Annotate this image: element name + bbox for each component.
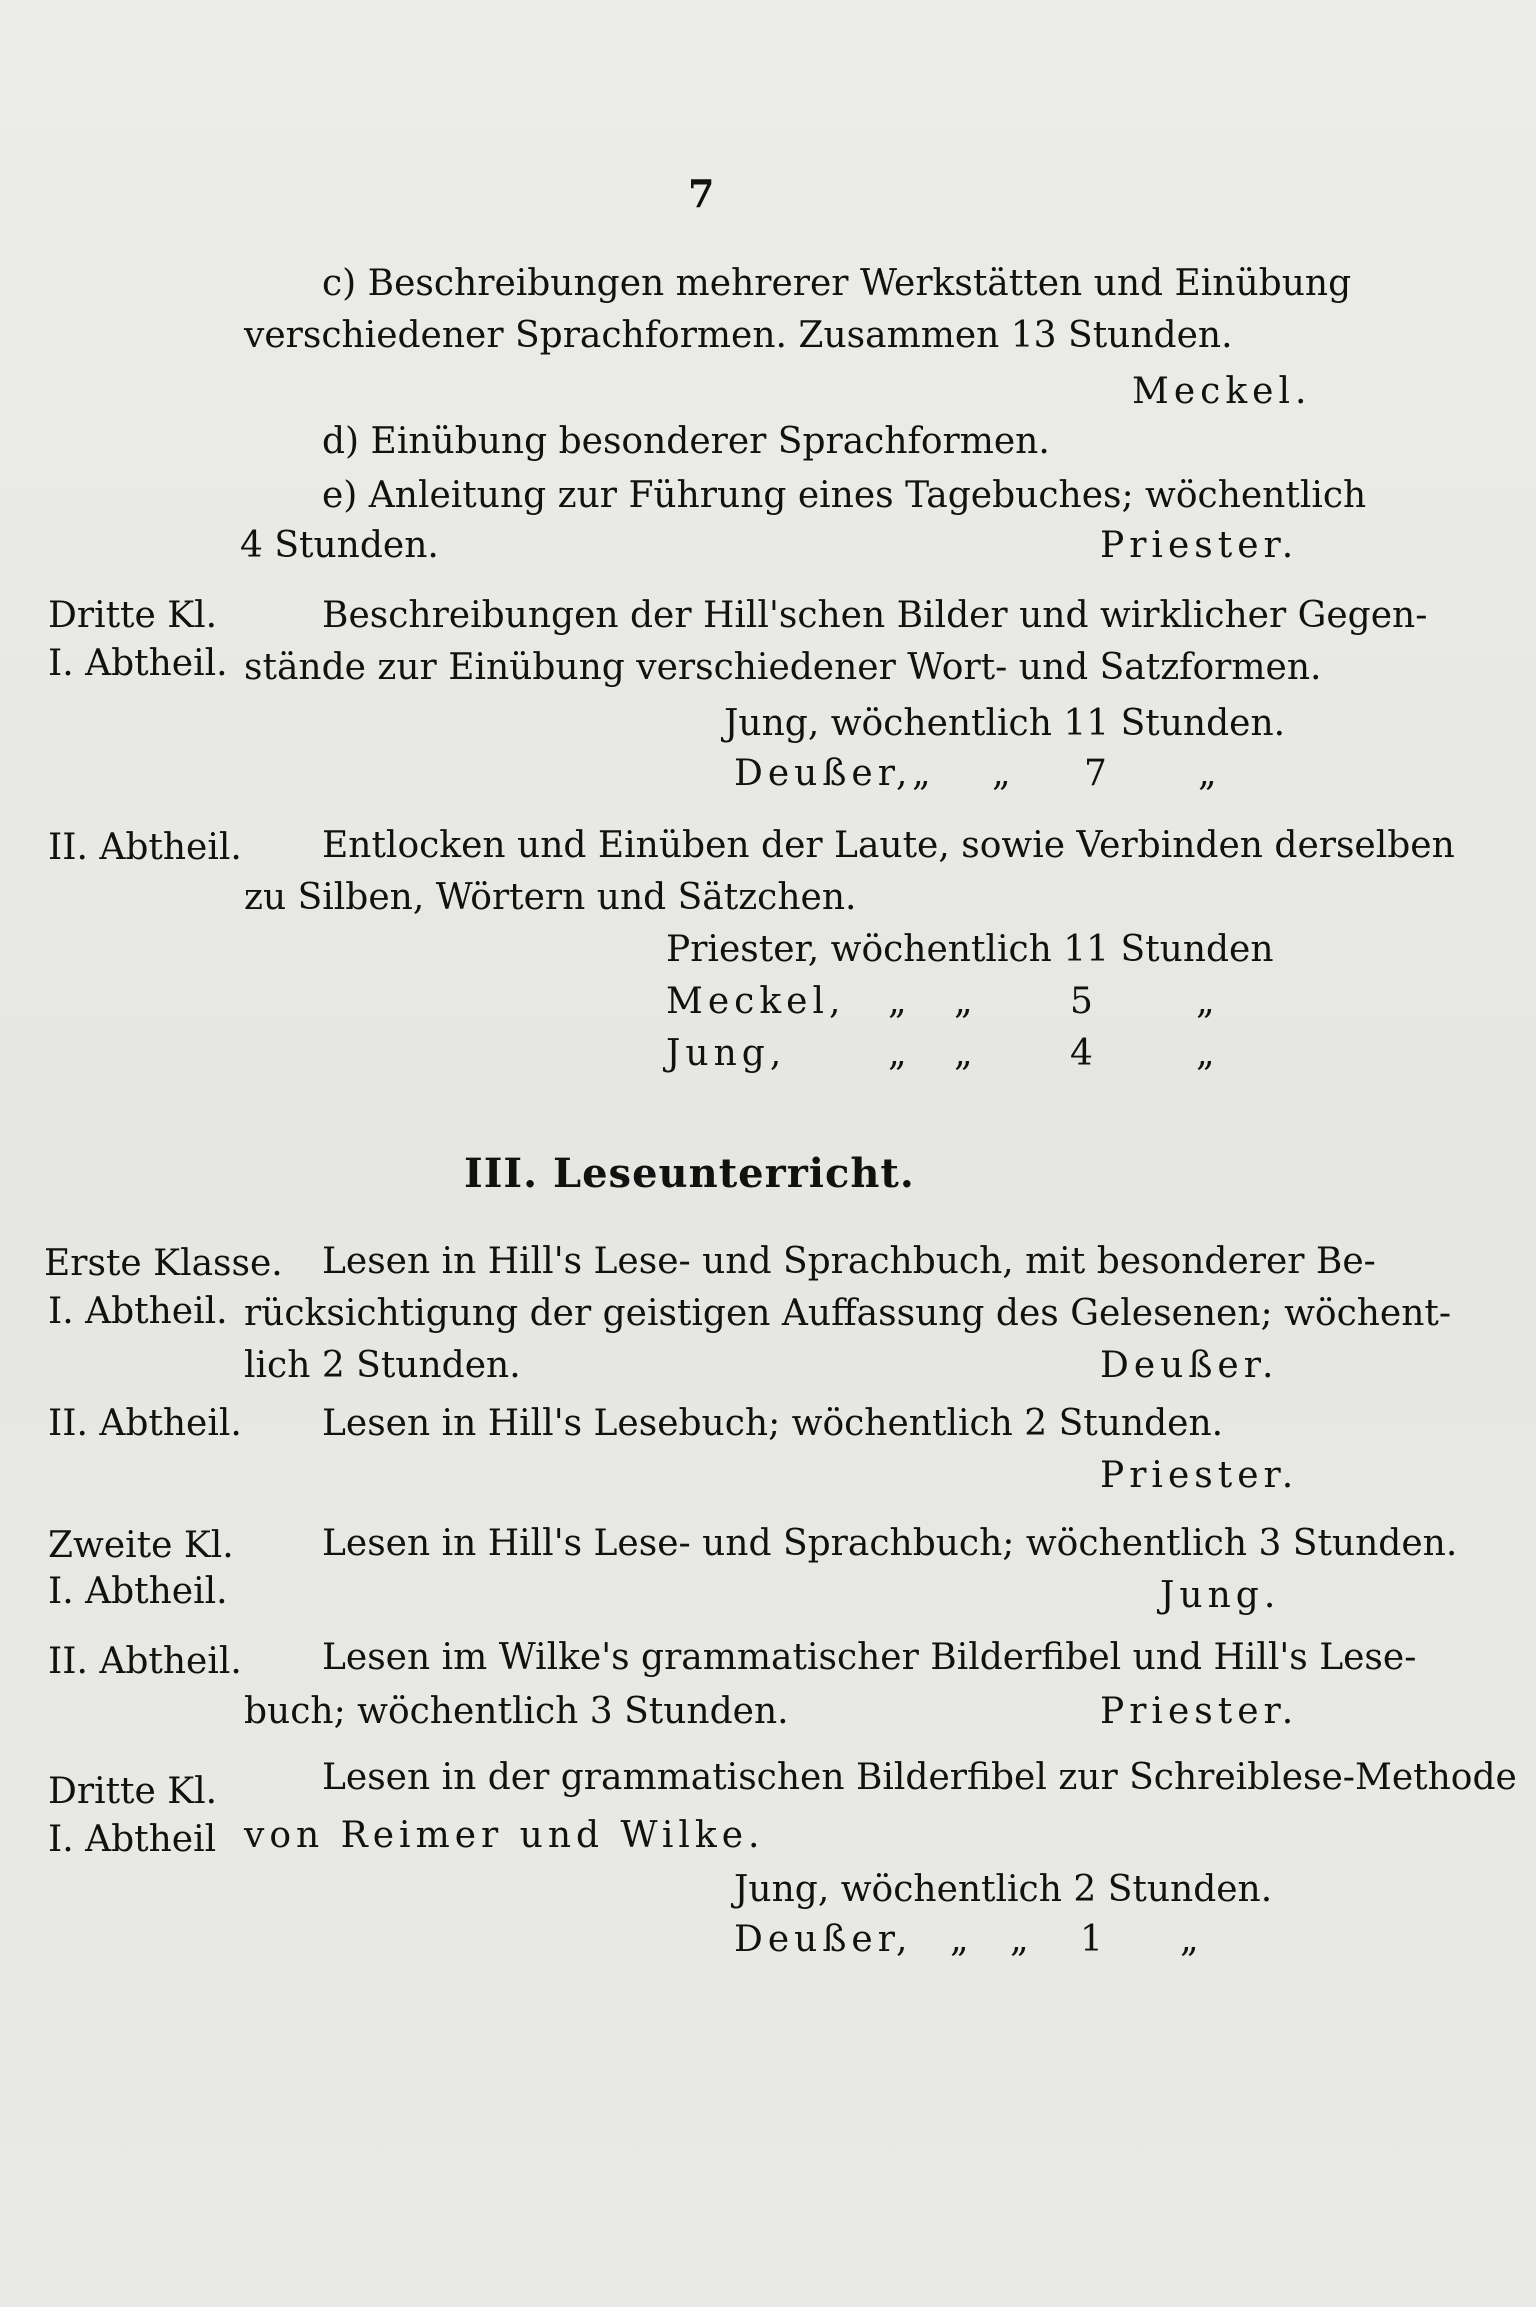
section-heading: III. Leseunterricht. (464, 1150, 915, 1197)
dritte-kl-3-line-1: Lesen in der grammatischen Bilderfibel zur Schreiblese-Methode (322, 1757, 1517, 1798)
hours-value: 1 (1080, 1919, 1103, 1960)
dritte-kl-line-1: Beschreibungen der Hill'schen Bilder und wirklicher Gegen- (322, 595, 1428, 636)
hours-value: 5 (1070, 981, 1093, 1022)
abtheil-label: I. Abtheil (48, 1819, 217, 1860)
abtheil-label: I. Abtheil. (48, 1571, 228, 1612)
dritte-kl-teacher-2-name: Deußer, (734, 753, 913, 794)
ditto-mark: „ (954, 1033, 973, 1074)
ditto-mark: „ (1196, 1033, 1215, 1074)
ditto-mark: „ (954, 981, 973, 1022)
hours-value: 7 (1084, 753, 1107, 794)
dritte-kl-3-teacher-2-name: Deußer, (734, 1919, 913, 1960)
abtheil-label: I. Abtheil. (48, 1291, 228, 1332)
section-c-teacher: Meckel. (1132, 371, 1312, 412)
erste-klasse-teacher: Deußer. (1100, 1345, 1279, 1386)
ditto-mark: „ (992, 753, 1011, 794)
ditto-mark: „ (1196, 981, 1215, 1022)
ditto-mark: „ (1010, 1919, 1029, 1960)
dritte-kl-2-line-2: zu Silben, Wörtern und Sätzchen. (244, 877, 857, 918)
ditto-mark: „ (1180, 1919, 1199, 1960)
section-c-line-1: c) Beschreibungen mehrerer Werkstätten und Einübung (322, 263, 1352, 304)
ditto-mark: „ (1198, 753, 1217, 794)
erste-klasse-line-2: rücksichtigung der geistigen Auffassung des Gelesenen; wöchent- (244, 1293, 1452, 1334)
dritte-kl-2-teacher-2-name: Meckel, (666, 981, 846, 1022)
erste-klasse-line-3: lich 2 Stunden. (244, 1345, 521, 1386)
ditto-mark: „ (950, 1919, 969, 1960)
dritte-kl-2-teacher-1: Priester, wöchentlich 11 Stunden (666, 929, 1274, 970)
zweite-kl-2-line-2: buch; wöchentlich 3 Stunden. (244, 1691, 789, 1732)
dritte-kl-2-teacher-3-name: Jung, (666, 1033, 787, 1074)
ditto-mark: „ (888, 981, 907, 1022)
page-number: 7 (688, 171, 715, 216)
abtheil-label: I. Abtheil. (48, 643, 228, 684)
dritte-kl-label: Dritte Kl. (48, 1771, 218, 1812)
erste-klasse-2-line-1: Lesen in Hill's Lesebuch; wöchentlich 2 Stunden. (322, 1403, 1224, 1444)
dritte-kl-teacher-1: Jung, wöchentlich 11 Stunden. (724, 703, 1286, 744)
section-e-teacher: Priester. (1100, 525, 1299, 566)
erste-klasse-line-1: Lesen in Hill's Lese- und Sprachbuch, mit besonderer Be- (322, 1241, 1376, 1282)
zweite-kl-line-1: Lesen in Hill's Lese- und Sprachbuch; wöchentlich 3 Stunden. (322, 1523, 1458, 1564)
section-e-line-1: e) Anleitung zur Führung eines Tagebuches; wöchentlich (322, 475, 1367, 516)
dritte-kl-label: Dritte Kl. (48, 595, 218, 636)
dritte-kl-3-teacher-1: Jung, wöchentlich 2 Stunden. (734, 1869, 1273, 1910)
ditto-mark: „ (912, 753, 931, 794)
hours-value: 4 (1070, 1033, 1093, 1074)
dritte-kl-line-2: stände zur Einübung verschiedener Wort- und Satzformen. (244, 647, 1322, 688)
section-c-line-2: verschiedener Sprachformen. Zusammen 13 Stunden. (244, 315, 1233, 356)
ditto-mark: „ (888, 1033, 907, 1074)
dritte-kl-3-line-2: von Reimer und Wilke. (244, 1815, 765, 1856)
zweite-kl-2-teacher: Priester. (1100, 1691, 1299, 1732)
abtheil-label: II. Abtheil. (48, 1403, 242, 1444)
erste-klasse-2-teacher: Priester. (1100, 1455, 1299, 1496)
abtheil-label: II. Abtheil. (48, 1641, 242, 1682)
abtheil-label: II. Abtheil. (48, 827, 242, 868)
erste-klasse-label: Erste Klasse. (44, 1243, 283, 1284)
section-d-line-1: d) Einübung besonderer Sprachformen. (322, 421, 1050, 462)
section-e-line-2: 4 Stunden. (240, 525, 439, 566)
zweite-kl-2-line-1: Lesen im Wilke's grammatischer Bilderfibel und Hill's Lese- (322, 1637, 1417, 1678)
zweite-kl-teacher: Jung. (1160, 1575, 1281, 1616)
dritte-kl-2-line-1: Entlocken und Einüben der Laute, sowie Verbinden derselben (322, 825, 1455, 866)
zweite-kl-label: Zweite Kl. (48, 1525, 234, 1566)
